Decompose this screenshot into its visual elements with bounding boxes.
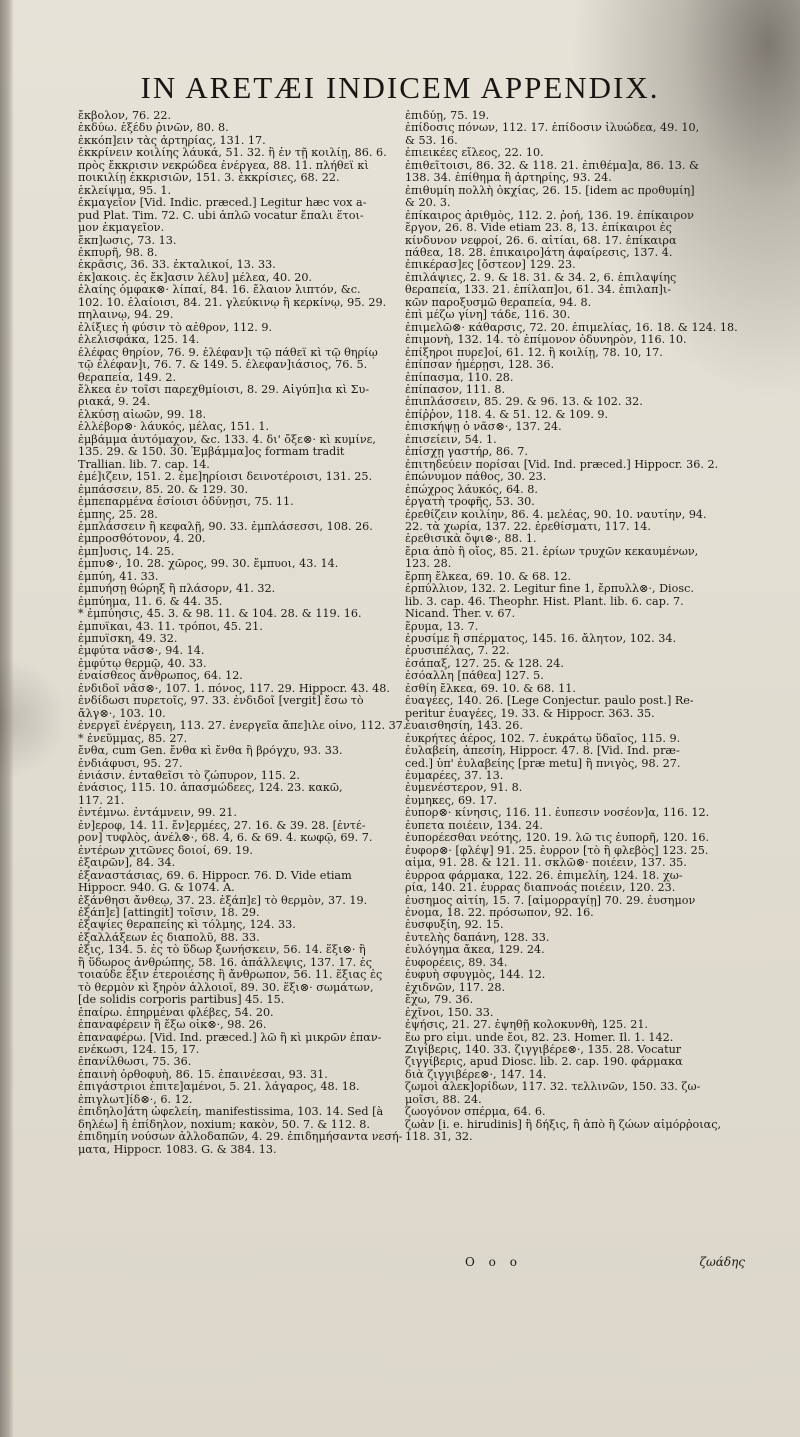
index-entry-line: ἢ ὕδωρος ἀνθρώπης, 58. 16. ἀπάλλεψις, 137. 17. ἐς <box>78 956 373 969</box>
index-entry-line: ἐπὶ μέζω γίνη] τάδε, 116. 30. <box>405 309 571 322</box>
index-entry-line: ἐπαναφέρω. [Vid. Ind. præced.] λῶ ἢ κὶ μικρῶν ἐπαν- <box>78 1031 382 1044</box>
index-entry-line: ἐκκόπ]ειν τὰς ἀρτηρίας, 131. 17. <box>78 134 266 147</box>
index-entry-line: πηλαινῳ, 94. 29. <box>78 309 174 322</box>
index-entry-line: ἐρεθισικὰ ὄψι⊗·, 88. 1. <box>405 533 537 546</box>
index-entry-line: ἐπιγάστριοι ἐπιτε]αμένοι, 5. 21. λάγαρος, 48. 18. <box>78 1081 360 1094</box>
index-entry-line: ἐπιδύῃ, 75. 19. <box>405 110 490 122</box>
index-entry-line: ἐμπυήσῃ θώρηξ ἢ πλάσορν, 41. 32. <box>78 583 276 596</box>
index-entry-line: ἐυμενέστερον, 91. 8. <box>405 782 523 795</box>
index-entry-line: ἐυμηκες, 69. 17. <box>405 794 498 807</box>
index-entry-line: ἐπαίρω. ἐπηρμέναι φλέβες, 54. 20. <box>78 1006 274 1019</box>
index-entry-line: ἐπίδοσις πόνων, 112. 17. ἐπίδοσιν ἰλυώδεα, 49. 10, <box>405 122 700 135</box>
index-entry-line: ἐχιδνῶν, 117. 28. <box>405 981 505 994</box>
index-entry-line: ἐπώνυμον πάθος, 30. 23. <box>405 471 547 484</box>
index-entry-line: ἐυαγέες, 140. 26. [Lege Conjectur. paulo post.] Re- <box>405 695 694 708</box>
index-entry-line: ἐρυσιπέλας, 7. 22. <box>405 645 510 658</box>
index-entry-line: ἐυλόγημα ἄκεα, 129. 24. <box>405 944 545 957</box>
index-entry-line: διὰ ζιγγιβέρε⊗·, 147. 14. <box>405 1068 547 1081</box>
index-entry-line: ἔνθα, cum Gen. ἔνθα κὶ ἔνθα ἢ βρόγχυ, 93. 33. <box>78 745 343 758</box>
index-entry-line: ἐξάπ]ε] [attingit] τοῖσιν, 18. 29. <box>78 907 260 919</box>
index-entry-line: ἐξαιρῶν], 84. 34. <box>78 857 176 870</box>
index-entry-line: μοῖσι, 88. 24. <box>405 1093 482 1106</box>
index-entry-line: ἔχω, 79. 36. <box>405 994 474 1007</box>
index-entry-line: ἐυτελὴς δαπάνη, 128. 33. <box>405 931 550 944</box>
index-entry-line: 118. 31, 32. <box>405 1131 473 1144</box>
index-entry-line: ἐμπύημα, 11. 6. & 44. 35. <box>78 595 223 608</box>
index-entry-line: 123. 28. <box>405 558 452 571</box>
index-entry-line: * ἐμπύησις, 45. 3. & 98. 11. & 104. 28. & 119. 16. <box>78 608 362 621</box>
index-entry-line: ἐψήσις, 21. 27. ἐψηθῇ κολοκυνθὴ, 125. 21. <box>405 1019 649 1032</box>
index-entry-line: ἐνεργεῖ ἐνέργειη, 113. 27. ἐνεργεῖα ἄπε]ιλε οἶνο, 112. 37. <box>78 720 407 733</box>
index-entry-line: ἐυφορ⊗· [φλέψ] 91. 25. ἐυρρον [τὸ ἢ φλεβὸς] 123. 25. <box>405 844 709 857</box>
index-entry-line: ἐμπύη, 41. 33. <box>78 570 159 583</box>
index-entry-line: ἐμφύτῳ θερμῷ, 40. 33. <box>78 657 207 670</box>
index-entry-line: ἐμπροσθότονον, 4. 20. <box>78 533 206 546</box>
index-entry-line: & 53. 16. <box>405 134 458 147</box>
index-entry-line: ἐπανίλθωσι, 75. 36. <box>78 1056 192 1069</box>
index-entry-line: ἐκλείψμα, 95. 1. <box>78 184 172 197</box>
index-entry-line: ἔλκεα ἐν τοῖσι παρεχθμίοισι, 8. 29. Αἰγύπ]ια κὶ Συ- <box>78 383 370 396</box>
index-entry-line: ἐντέμνω. ἐντάμνειν, 99. 21. <box>78 807 237 820</box>
index-entry-line: ἐπίκαιρος ἀριθμὸς, 112. 2. ῥοή, 136. 19. ἐπίκαιρον <box>405 209 694 222</box>
index-entry-line: ἐμβάμμα ἀυτόμαχον, &c. 133. 4. δι' ὄξε⊗· κὶ κυμίνε, <box>78 433 376 446</box>
page-title: IN ARETÆI INDICEM APPENDIX. <box>140 70 660 105</box>
index-entry-line: θεραπεία, 133. 21. ἐπίλαπ]οι, 61. 34. ἐπιλαπ]ι- <box>405 284 671 297</box>
index-entry-line: ἔκβολον, 76. 22. <box>78 110 172 122</box>
index-entry-line: ἐμπυΐσκη, 49. 32. <box>78 633 178 646</box>
index-entry-line: ἐπιλάψιες, 2. 9. & 18. 31. & 34. 2, 6. ἐπιλαψίης <box>405 271 677 284</box>
index-entry-line: θεραπεία, 149. 2. <box>78 371 177 384</box>
index-entry-line: ἐυπορέεσθαι νεότης, 120. 19. λῶ τις ἐυπορῆ, 120. 16. <box>405 832 710 845</box>
index-entry-line: αἷμα, 91. 28. & 121. 11. σκλῶ⊗· ποιέειν, 137. 35. <box>405 857 687 870</box>
index-entry-line: ἐναίσθεος ἄνθρωπος, 64. 12. <box>78 670 243 683</box>
index-entry-line: ἐξις, 134. 5. ἐς τὸ ὕδωρ ξωνήσκειν, 56. 14. ἕξι⊗· ἢ <box>78 944 366 957</box>
index-entry-line: ἐνδιδοῖ νᾶσ⊗·, 107. 1. πόνος, 117. 29. Hippocr. 43. 48. <box>78 682 390 695</box>
index-entry-line: ἐμπλάσσειν ἢ κεφαλῇ, 90. 33. ἐμπλάσεσσι, 108. 26. <box>78 520 373 533</box>
index-entry-line: Ζιγίβερις, 140. 33. ζιγγιβέρε⊗·, 135. 28. Vocatur <box>405 1043 682 1056</box>
index-entry-line: ἔρπη ἔλκεα, 69. 10. & 68. 12. <box>405 570 572 583</box>
index-entry-line: ζωὰν [i. e. hirudinis] ἢ δήξις, ἢ ἀπὸ ἢ ζώων αἱμόρῤοιας, <box>405 1118 722 1131</box>
index-entry-line: ἐξαλλάξεων ἐς διαπολῦ, 88. 33. <box>78 931 260 944</box>
index-entry-line: ἐπιμονὴ, 132. 14. τὸ ἐπίμονον ὀδυνηρὸν, 116. 10. <box>405 334 687 347</box>
index-entry-line: ced.] ὑπ' ἐυλαβείης [præ metu] ἢ πνιγὸς, 98. 27. <box>405 757 681 770</box>
index-entry-line: ἐλέφας θηρίον, 76. 9. ἐλέφαν]ι τῷ πάθεϊ κὶ τῷ θηρίῳ <box>78 346 378 359</box>
index-entry-line: ἐπαναφέρειν ἢ ἔξω οἶκ⊗·, 98. 26. <box>78 1019 267 1032</box>
index-entry-line: ἐυρροα φάρμακα, 122. 26. ἐπιμελίη, 124. 18. χω- <box>405 869 683 882</box>
index-entry-line: ἐρεθίζειν κοιλίην, 86. 4. μελέας, 90. 10. ναυτίην, 94. <box>405 508 707 521</box>
index-entry-line: ἐυσφυξίη, 92. 15. <box>405 919 504 932</box>
index-entry-line: 22. τὰ χωρία, 137. 22. ἐρεθίσματι, 117. 14. <box>405 520 651 533</box>
index-entry-line: ἐμπάσσειν, 85. 20. & 129. 30. <box>78 483 249 496</box>
index-entry-line: ἐπιμελῶ⊗· κάθαρσις, 72. 20. ἐπιμελίας, 16. 18. & 124. 18. <box>405 321 738 334</box>
index-entry-line: ἐλκύσῃ αἰωῶν, 99. 18. <box>78 408 207 421</box>
index-entry-line: ζωμοὶ ἀλεκ]ορίδων, 117. 32. τελλινῶν, 150. 33. ζω- <box>405 1081 701 1094</box>
index-entry-line: ἔρια ἀπὸ ἢ οἴος, 85. 21. ἐρίων τρυχῶν κεκαυμένων, <box>405 545 699 558</box>
index-entry-line: κίνδυνον νεφροί, 26. 6. αἰτίαι, 68. 17. ἐπίκαιρα <box>405 234 677 247</box>
index-entry-line: ἐπιθεῖτοισι, 86. 32. & 118. 21. ἐπιθέμα]α, 86. 13. & <box>405 159 699 172</box>
index-entry-line: ἐπιτηδεύειν πορίσαι [Vid. Ind. præced.] Hippocr. 36. 2. <box>405 458 719 471</box>
index-entry-line: ἐμπεπαρμένα ἐσίοισι ὀδύνῃσι, 75. 11. <box>78 496 294 509</box>
index-entry-line: ἐπιπλάσσειν, 85. 29. & 96. 13. & 102. 32. <box>405 396 643 409</box>
index-entry-line: μον ἐκμαγεῖον. <box>78 222 165 235</box>
index-entry-line: ἐκμαγεῖον [Vid. Indic. præced.] Legitur hæc vox a- <box>78 197 367 210</box>
index-entry-line: ἐσθίη ἔλκεα, 69. 10. & 68. 11. <box>405 682 576 695</box>
left-index-column <box>78 110 428 1156</box>
index-entry-line: ἐνδίδωσι πυρετοῖς, 97. 33. ἐνδιδοῖ [vergit] ἔσω τὸ <box>78 695 364 708</box>
index-entry-line: ἐυφορέεις, 89. 34. <box>405 956 508 969</box>
index-entry-line: ἐμπης, 25. 28. <box>78 508 158 521</box>
index-entry-line: ἄλγ⊗·, 103. 10. <box>78 707 166 720</box>
signature-mark: O o o <box>465 1255 522 1269</box>
index-entry-line: ἐλλέβορ⊗· λάυκός, μέλας, 151. 1. <box>78 421 270 434</box>
index-entry-line: ποικιλίῃ ἐκκρισιῶν, 151. 3. ἐκκρίσιες, 68. 22. <box>78 172 340 185</box>
index-entry-line: ἐπίσχῃ γαστήρ, 86. 7. <box>405 446 528 459</box>
index-entry-line: ἐκκρίνειν κοιλίης λάυκά, 51. 32. ἢ ἐν τῇ κοιλίῃ, 86. 6. <box>78 147 387 160</box>
index-entry-line: ἔργον, 26. 8. Vide etiam 23. 8, 13. ἐπίκαιροι ἐς <box>405 222 672 235</box>
index-entry-line: κῶν παροξυσμῶ θεραπεία, 94. 8. <box>405 296 592 309</box>
index-entry-line: ἐπισείειν, 54. 1. <box>405 433 497 446</box>
index-entry-line: ἐκρᾶσις, 36. 33. ἐκταλικοί, 13. 33. <box>78 259 276 272</box>
index-entry-line: ἐυμαρέες, 37. 13. <box>405 770 504 783</box>
index-entry-line: ρία, 140. 21. ἐυρρας διαπνοάς ποιέειν, 120. 23. <box>405 882 676 895</box>
catchword: ζωάδης <box>699 1255 745 1269</box>
index-entry-line: ἐμπυ⊗·, 10. 28. χῶρος, 99. 30. ἔμπυοι, 43. 14. <box>78 558 339 571</box>
index-entry-line: ἐνδιάφυσι, 95. 27. <box>78 757 183 770</box>
index-entry-line: ἐπισκήψῃ ὁ νᾶσ⊗·, 137. 24. <box>405 421 562 434</box>
index-entry-line: ἐυπετα ποιέειν, 134. 24. <box>405 819 543 832</box>
index-entry-line: ἐπιεικέες εἴλεος, 22. 10. <box>405 147 544 160</box>
index-entry-line: τῷ ἐλέφαν]ι, 76. 7. & 149. 5. ἐλεφαν]ιάσιος, 76. 5. <box>78 359 368 372</box>
index-entry-line: ἐυφυὴ σφυγμὸς, 144. 12. <box>405 969 546 982</box>
index-entry-line: & 20. 3. <box>405 197 451 210</box>
index-entry-line: lib. 3. cap. 46. Theophr. Hist. Plant. lib. 6. cap. 7. <box>405 595 684 608</box>
index-entry-line: ἐυλαβείη, ἀπεσίη, Hippocr. 47. 8. [Vid. Ind. præ- <box>405 745 680 758</box>
index-entry-line: ἔκπ]ωσις, 73. 13. <box>78 234 177 247</box>
index-entry-line: ἐμφύτα νᾶσ⊗·, 94. 14. <box>78 645 205 658</box>
index-entry-line: πάθεα, 18. 28. ἐπικαιρο]άτη ἀφαίρεσις, 137. 4. <box>405 246 673 259</box>
index-entry-line: Nicand. Ther. v. 67. <box>405 608 516 621</box>
right-index-column <box>405 110 755 1144</box>
index-entry-line: ρον] τυφλὸς, ἀνέλ⊗·, 68. 4, 6. & 69. 4. κωφῷ, 69. 7. <box>78 832 373 845</box>
index-entry-line: ἐπικέρασ]ες [ὄστεον] 129. 23. <box>405 259 576 272</box>
index-entry-line: ἐπίξηροι πυρε]οί, 61. 12. ἢ κοιλίῃ, 78. 10, 17. <box>405 346 663 359</box>
index-entry-line: τὸ θερμὸν κὶ ξηρὸν ἀλλοιοῖ, 89. 30. ἕξι⊗· σωμάτων, <box>78 981 374 994</box>
index-entry-line: 135. 29. & 150. 30. Ἐμβάμμα]ος formam tradit <box>78 446 345 459</box>
index-entry-line: ἐμπυΐκαι, 43. 11. τρόποι, 45. 21. <box>78 620 263 633</box>
index-entry-line: δηλέω] ἢ ἐπίδηλον, noxium; κακὸν, 50. 7. & 112. 8. <box>78 1118 370 1131</box>
index-entry-line: ἐν]εροφ, 14. 11. ἔν]ερμέες, 27. 16. & 39. 28. [ἐντέ- <box>78 819 366 832</box>
index-entry-line: ἔρυμα, 13. 7. <box>405 620 479 633</box>
index-entry-line: Trallian. lib. 7. cap. 14. <box>78 458 210 471</box>
index-entry-line: [de solidis corporis partibus] 45. 15. <box>78 994 285 1007</box>
index-entry-line: ἐπιθυμίη πολλὴ ὀκχίας, 26. 15. [idem ac προθυμίη] <box>405 184 695 197</box>
index-entry-line: ἔω pro εἶμι. unde ἔοι, 82. 23. Homer. Il. 1. 142. <box>405 1031 674 1044</box>
index-entry-line: ἐπίπασμα, 110. 28. <box>405 371 514 384</box>
index-entry-line: ἐλελισφάκα, 125. 14. <box>78 334 200 347</box>
index-entry-line: ἐπιδηλο]άτη ὠφελείη, manifestissima, 103. 14. Sed [à <box>78 1106 384 1119</box>
index-entry-line: ἐπαινὴ ὀρθοφυὴ, 86. 15. ἐπαινέεσαι, 93. 31. <box>78 1068 328 1081</box>
index-entry-line: peritur ἐυαγέες, 19. 33. & Hippocr. 363. 35. <box>405 707 655 720</box>
index-entry-line: ἐξάνθησι ἄνθεῳ, 37. 23. ἐξάπ]ε] τὸ θερμὸν, 37. 19. <box>78 894 368 907</box>
index-entry-line: Hippocr. 940. G. & 1074. A. <box>78 882 235 895</box>
index-entry-line: ἐλίξιες ἡ φύσιν τὸ αἐθρον, 112. 9. <box>78 321 273 334</box>
index-entry-line: ἐυαισθησίη, 143. 26. <box>405 720 523 733</box>
index-entry-line: ἐσάπαξ, 127. 25. & 128. 24. <box>405 657 564 670</box>
index-entry-line: ἐμπ]υσις, 14. 25. <box>78 545 175 558</box>
index-entry-line: ἐμέ]ιζειν, 151. 2. ἐμε]ηρίοισι δεινοτέροισι, 131. 25. <box>78 471 373 484</box>
index-entry-line: ἐσόαλλη [πάθεα] 127. 5. <box>405 670 544 683</box>
page-binding-shadow <box>0 0 14 1437</box>
index-entry-line: 102. 10. ἐλαίοισι, 84. 21. γλεύκινῳ ἢ κερκίνῳ, 95. 29. <box>78 296 387 309</box>
index-entry-line: ἐπίπσαν ἡμέρῃσι, 128. 36. <box>405 359 555 372</box>
index-entry-line: ἐυπορ⊗· κίνησις, 116. 11. ἐυπεσιν νοσέον]α, 116. 12. <box>405 807 710 820</box>
index-entry-line: ἐκδύω. ἐξέδυ ῥινῶν, 80. 8. <box>78 122 229 135</box>
index-entry-line: ἐκπυρῆ, 98. 8. <box>78 246 158 259</box>
index-entry-line: ἐυσημος αἰτίη, 15. 7. [αἱμορραγίῃ] 70. 29. ἐυσημον <box>405 894 696 907</box>
index-entry-line: 117. 21. <box>78 794 125 807</box>
index-entry-line: ἐπιδημίη νούσων ἀλλοδαπῶν, 4. 29. ἐπιδημήσαντα νεσή- <box>78 1131 403 1144</box>
index-entry-line: ἐνομα, 18. 22. πρόσωπον, 92. 16. <box>405 907 594 919</box>
index-entry-line: ριακά, 9. 24. <box>78 396 151 409</box>
index-entry-line: πρὸς ἔκκρισιν νεκρώδεα ἐνέργεα, 88. 11. πλήθεϊ κὶ <box>78 159 369 172</box>
index-entry-line: ζωογόνον σπέρμα, 64. 6. <box>405 1106 546 1119</box>
index-entry-line: ἐνάσιος, 115. 10. ἀπασμώδεες, 124. 23. κακῶ, <box>78 782 343 795</box>
index-entry-line: ἐρυσίμε ἢ σπέρματος, 145. 16. ἄλητον, 102. 34. <box>405 633 677 646</box>
index-entry-line: ἐκ]ακοις. ἐς ἔκ]ασιν λέλυ] μέλεα, 40. 20. <box>78 271 312 284</box>
index-entry-line: * ἐνεῦμμας, 85. 27. <box>78 732 188 745</box>
index-entry-line: ἐπιγλωτ]ίδ⊗·, 6. 12. <box>78 1093 193 1106</box>
index-entry-line: ματα, Hippocr. 1083. G. & 384. 13. <box>78 1143 277 1156</box>
index-entry-line: 138. 34. ἐπίθημα ἢ ἀρτηρίης, 93. 24. <box>405 172 612 185</box>
index-entry-line: ἐπώχρος λάυκός, 64. 8. <box>405 483 538 496</box>
index-entry-line: ἐξαψίες θεραπείης κὶ τόλμης, 124. 33. <box>78 919 296 932</box>
index-entry-line: ἐχῖνοι, 150. 33. <box>405 1006 494 1019</box>
index-entry-line: ἐνιάσιν. ἐνταθεῖσι τὸ ζώπυρον, 115. 2. <box>78 770 300 783</box>
index-entry-line: ἐργατὴ τροφῆς, 53. 30. <box>405 496 535 509</box>
index-entry-line: ἐντέρων χιτῶνες δοιοί, 69. 19. <box>78 844 253 857</box>
index-entry-line: ἐξαναστάσιας, 69. 6. Hippocr. 76. D. Vide etiam <box>78 869 352 882</box>
index-entry-line: ἐλαίης ὀμφακ⊗· λίπαί, 84. 16. ἔλαιον λιπτόν, &c. <box>78 284 361 297</box>
index-entry-line: ἐπίῤῥον, 118. 4. & 51. 12. & 109. 9. <box>405 408 609 421</box>
index-entry-line: ζιγγίβερις, apud Diosc. lib. 2. cap. 190. φάρμακα <box>405 1056 683 1069</box>
index-entry-line: pud Plat. Tim. 72. C. ubi ἁπλῶ vocatur ἔπαλι ἕτοι- <box>78 209 364 222</box>
page-footer <box>405 1255 755 1275</box>
index-entry-line: ἐπίπασον, 111. 8. <box>405 383 506 396</box>
index-entry-line: ἐυκρήτες ἀέρος, 102. 7. ἐυκράτῳ ὕδαῖος, 115. 9. <box>405 732 681 745</box>
index-entry-line: ενέκωσι, 124. 15, 17. <box>78 1043 200 1056</box>
index-entry-line: τοιαύδε ἕξιν ἐτεροιέσης ἢ ἄνθρωπον, 56. 11. ἕξιας ἐς <box>78 969 383 982</box>
index-entry-line: ἐρπύλλιον, 132. 2. Legitur fine 1, ἔρπυλλ⊗·, Diosc. <box>405 583 694 596</box>
